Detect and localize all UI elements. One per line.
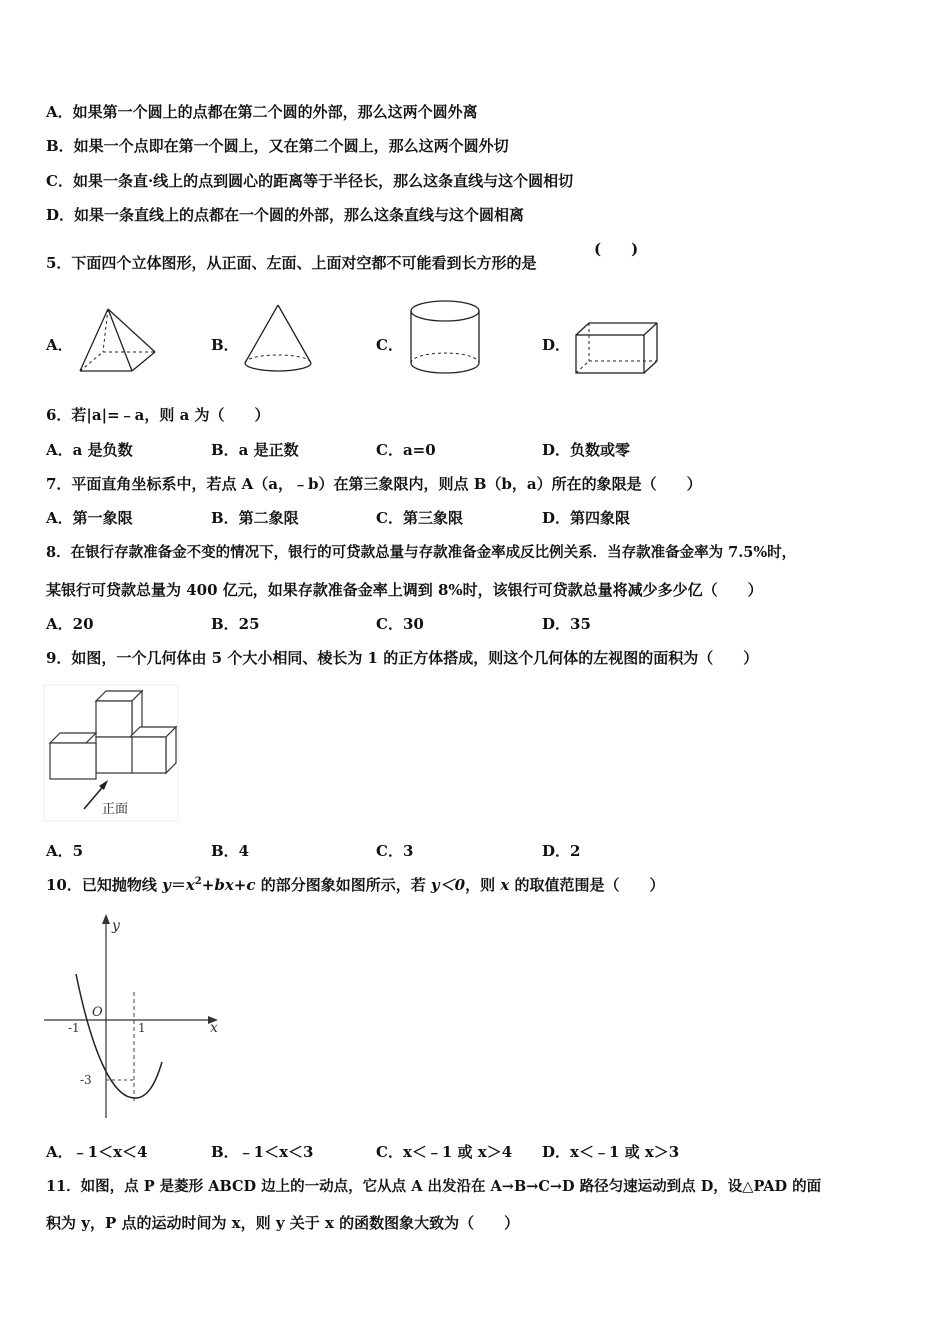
q8-option-a: A．20 xyxy=(46,615,94,633)
q11-stem-line1: 11．如图，点 P 是菱形 ABCD 边上的一动点，它从点 A 出发沿在 A→B→C→D 路径匀速运动到点 D，设△PAD 的面 xyxy=(46,1178,822,1195)
q6-stem: 6．若|a|=﹣a，则 a 为（ ） xyxy=(46,406,270,424)
q4-option-d: D．如果一条直线上的点都在一个圆的外部，那么这条直线与这个圆相离 xyxy=(46,206,525,224)
q7-option-a: A．第一象限 xyxy=(46,509,133,527)
q5-option-b-label: B． xyxy=(211,336,239,354)
tick-neg1: -1 xyxy=(68,1021,80,1035)
parabola-graph xyxy=(44,912,224,1122)
tick-1: 1 xyxy=(138,1021,146,1035)
q10-option-d: D．x＜﹣1 或 x＞3 xyxy=(542,1143,680,1161)
front-label: 正面 xyxy=(102,802,129,817)
q5-answer-paren: ( ) xyxy=(594,240,639,258)
q7-stem: 7．平面直角坐标系中，若点 A（a，﹣b）在第三象限内，则点 B（b，a）所在的象限是（ ） xyxy=(46,475,702,493)
q6-option-d: D．负数或零 xyxy=(542,441,631,459)
q11-stem-line2: 积为 y，P 点的运动时间为 x，则 y 关于 x 的函数图象大致为（ ） xyxy=(46,1214,520,1232)
x-axis-label: x xyxy=(210,1020,218,1036)
q8-option-c: C．30 xyxy=(376,615,424,633)
cubes-figure xyxy=(44,685,180,823)
q6-option-c: C．a=0 xyxy=(376,441,436,459)
q8-option-d: D．35 xyxy=(542,615,591,633)
y-axis-label: y xyxy=(112,918,120,934)
cylinder-figure xyxy=(408,299,482,377)
q9-stem: 9．如图，一个几何体由 5 个大小相同、棱长为 1 的正方体搭成，则这个几何体的左视图的面积为（ ） xyxy=(46,649,759,667)
q7-option-c: C．第三象限 xyxy=(376,509,463,527)
q5-option-a-label: A． xyxy=(46,336,73,354)
tick-neg3: -3 xyxy=(80,1073,92,1087)
q4-option-b: B．如果一个点即在第一个圆上，又在第二个圆上，那么这两个圆外切 xyxy=(46,137,509,155)
cone-figure xyxy=(243,303,313,375)
q8-option-b: B．25 xyxy=(211,615,260,633)
q5-option-c-label: C． xyxy=(376,336,403,354)
q6-option-a: A．a 是负数 xyxy=(46,441,133,459)
q5-option-d-label: D． xyxy=(542,336,571,354)
cuboid-figure xyxy=(574,320,660,376)
q8-stem-line1: 8．在银行存款准备金不变的情况下，银行的可贷款总量与存款准备金率成反比例关系．当存款准备金率为 7.5%时， xyxy=(46,544,797,561)
q7-option-d: D．第四象限 xyxy=(542,509,631,527)
q9-option-d: D．2 xyxy=(542,842,581,860)
q10-option-b: B．﹣1＜x＜3 xyxy=(211,1143,314,1161)
pyramid-figure xyxy=(78,305,158,375)
q9-option-b: B．4 xyxy=(211,842,250,860)
q5-stem: 5．下面四个立体图形，从正面、左面、上面对空都不可能看到长方形的是 xyxy=(46,254,537,272)
q4-option-c: C．如果一条直·线上的点到圆心的距离等于半径长，那么这条直线与这个圆相切 xyxy=(46,172,574,190)
q10-option-c: C．x＜﹣1 或 x＞4 xyxy=(376,1143,513,1161)
q10-option-a: A．﹣1＜x＜4 xyxy=(46,1143,148,1161)
q9-option-a: A．5 xyxy=(46,842,84,860)
q8-stem-line2: 某银行可贷款总量为 400 亿元，如果存款准备金率上调到 8%时，该银行可贷款总量将减少多少亿（ ） xyxy=(46,581,763,599)
q10-stem: 10．已知抛物线 $y=x^2+bx+c$ 的部分图象如图所示，若 y＜0，则 x 的取值范围是（ ） xyxy=(46,876,665,894)
q4-option-a: A．如果第一个圆上的点都在第二个圆的外部，那么这两个圆外离 xyxy=(46,103,478,121)
q7-option-b: B．第二象限 xyxy=(211,509,299,527)
q9-option-c: C．3 xyxy=(376,842,414,860)
q6-option-b: B．a 是正数 xyxy=(211,441,299,459)
origin-label: O xyxy=(92,1005,103,1020)
